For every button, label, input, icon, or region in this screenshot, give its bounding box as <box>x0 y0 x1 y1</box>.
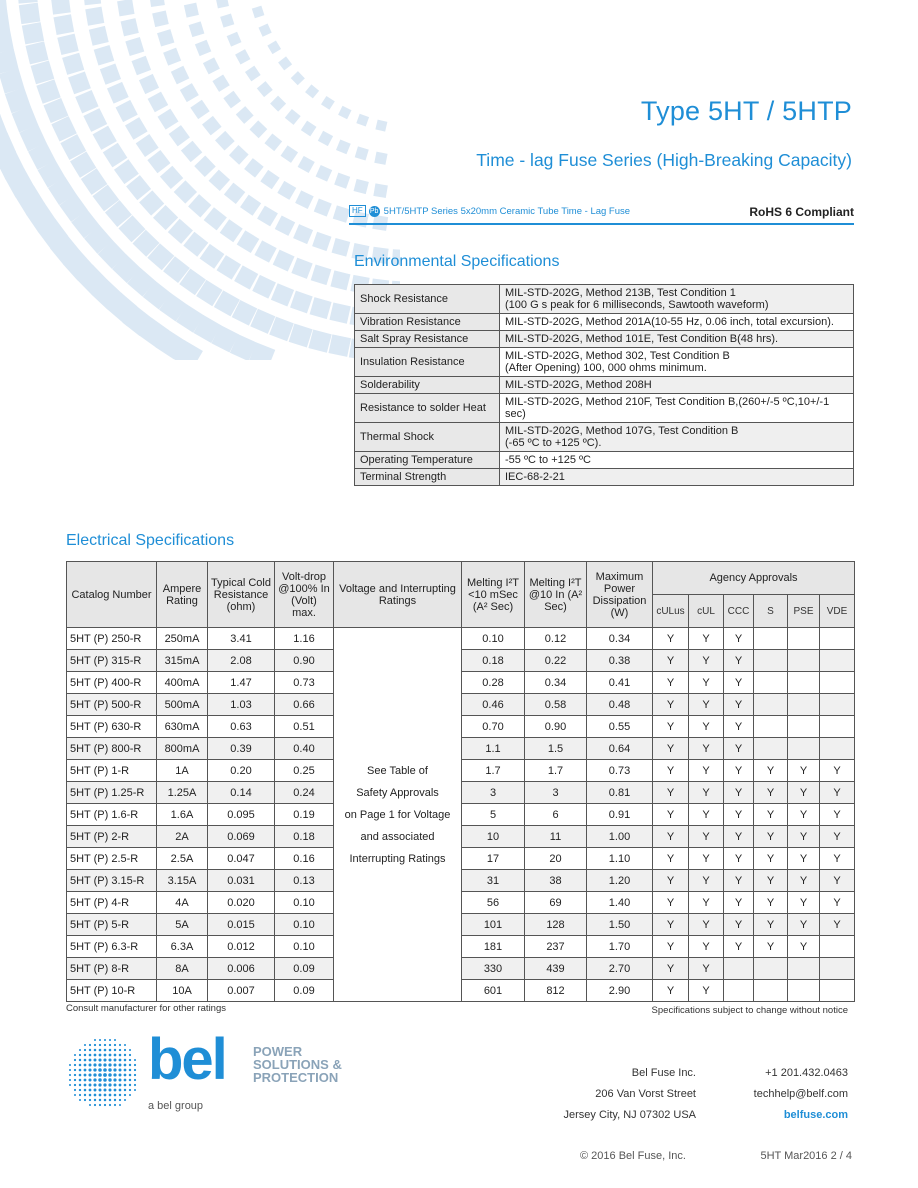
cell-res: 0.012 <box>208 936 275 958</box>
cell-agency: Y <box>820 914 855 936</box>
cell-agency: Y <box>724 760 754 782</box>
cell-pw: 1.20 <box>587 870 653 892</box>
company-contact <box>754 1063 848 1126</box>
env-row <box>355 423 854 452</box>
cell-m2: 0.90 <box>525 716 587 738</box>
cell-agency: Y <box>820 804 855 826</box>
cell-agency: Y <box>788 782 820 804</box>
cell-agency: Y <box>689 760 724 782</box>
cell-agency <box>820 980 855 1002</box>
bel-globe-icon <box>66 1036 142 1112</box>
cell-res: 0.20 <box>208 760 275 782</box>
series-description: 5HT/5HTP Series 5x20mm Ceramic Tube Time - Lag Fuse <box>383 205 631 217</box>
cell-agency: Y <box>689 804 724 826</box>
cell-cat: 5HT (P) 1-R <box>67 760 157 782</box>
cell-agency <box>754 738 788 760</box>
cell-m1: 31 <box>462 870 525 892</box>
cell-amp: 6.3A <box>157 936 208 958</box>
cell-agency: Y <box>653 628 689 650</box>
env-row <box>355 377 854 394</box>
cell-cat: 5HT (P) 800-R <box>67 738 157 760</box>
cell-agency: Y <box>689 892 724 914</box>
cell-m1: 56 <box>462 892 525 914</box>
cell-amp: 315mA <box>157 650 208 672</box>
cell-agency: Y <box>788 760 820 782</box>
cell-agency: Y <box>820 782 855 804</box>
cell-vd: 0.66 <box>275 694 334 716</box>
cell-agency: Y <box>689 980 724 1002</box>
cell-agency: Y <box>653 848 689 870</box>
cell-agency: Y <box>653 694 689 716</box>
electrical-table <box>66 561 855 1002</box>
env-key: Terminal Strength <box>355 469 500 486</box>
page-subtitle: Time - lag Fuse Series (High-Breaking Capacity) <box>476 150 852 170</box>
cell-amp: 10A <box>157 980 208 1002</box>
cell-m1: 1.1 <box>462 738 525 760</box>
cell-agency: Y <box>788 892 820 914</box>
cell-pw: 0.64 <box>587 738 653 760</box>
email-link[interactable]: techhelp@belf.com <box>753 1088 848 1100</box>
cell-agency <box>754 628 788 650</box>
cell-m2: 38 <box>525 870 587 892</box>
cell-cat: 5HT (P) 10-R <box>67 980 157 1002</box>
table-row <box>67 628 855 650</box>
cell-res: 0.047 <box>208 848 275 870</box>
cell-agency: Y <box>788 848 820 870</box>
cell-m1: 601 <box>462 980 525 1002</box>
cell-m2: 1.5 <box>525 738 587 760</box>
col-agency-approvals: Agency Approvals <box>653 562 855 595</box>
env-row <box>355 394 854 423</box>
col-volt-drop: Volt-drop @100% In (Volt) max. <box>275 562 334 628</box>
cell-cat: 5HT (P) 8-R <box>67 958 157 980</box>
cell-agency <box>754 650 788 672</box>
env-key: Operating Temperature <box>355 452 500 469</box>
cell-agency: Y <box>820 870 855 892</box>
cell-pw: 0.38 <box>587 650 653 672</box>
cell-cat: 5HT (P) 250-R <box>67 628 157 650</box>
cell-agency: Y <box>724 650 754 672</box>
cell-agency <box>820 650 855 672</box>
cell-agency: Y <box>653 826 689 848</box>
cell-amp: 3.15A <box>157 870 208 892</box>
cell-amp: 800mA <box>157 738 208 760</box>
cell-agency <box>724 980 754 1002</box>
cell-agency: Y <box>820 892 855 914</box>
col-voltage-ratings: Voltage and Interrupting Ratings <box>334 562 462 628</box>
col-cold-resistance: Typical Cold Resistance (ohm) <box>208 562 275 628</box>
col-melting-10ms: Melting I²T <10 mSec (A² Sec) <box>462 562 525 628</box>
cell-cat: 5HT (P) 2-R <box>67 826 157 848</box>
env-key: Vibration Resistance <box>355 314 500 331</box>
cell-amp: 250mA <box>157 628 208 650</box>
lead-free-icon: Pb <box>369 207 379 215</box>
company-address: Bel Fuse Inc. 206 Van Vorst Street Jersey City, NJ 07302 USA <box>563 1067 696 1121</box>
cell-agency: Y <box>689 672 724 694</box>
cell-agency: Y <box>724 936 754 958</box>
cell-pw: 1.10 <box>587 848 653 870</box>
cell-agency: Y <box>689 694 724 716</box>
cell-agency: Y <box>754 848 788 870</box>
cell-m2: 0.12 <box>525 628 587 650</box>
cell-agency: Y <box>653 892 689 914</box>
cell-agency: Y <box>788 914 820 936</box>
cell-cat: 5HT (P) 2.5-R <box>67 848 157 870</box>
cell-m2: 237 <box>525 936 587 958</box>
cell-agency: Y <box>689 628 724 650</box>
cell-pw: 1.50 <box>587 914 653 936</box>
cell-agency: Y <box>724 782 754 804</box>
cell-m2: 0.22 <box>525 650 587 672</box>
cell-m2: 69 <box>525 892 587 914</box>
cell-m1: 0.18 <box>462 650 525 672</box>
cell-vd: 0.09 <box>275 958 334 980</box>
cell-m1: 0.10 <box>462 628 525 650</box>
cell-agency <box>754 694 788 716</box>
cell-vd: 0.40 <box>275 738 334 760</box>
env-value: MIL-STD-202G, Method 101E, Test Condition B(48 hrs). <box>500 331 854 348</box>
cell-agency: Y <box>653 958 689 980</box>
copyright: © 2016 Bel Fuse, Inc. <box>580 1150 686 1162</box>
cell-amp: 1.6A <box>157 804 208 826</box>
cell-agency: Y <box>653 936 689 958</box>
cell-agency: Y <box>653 760 689 782</box>
cell-res: 2.08 <box>208 650 275 672</box>
cell-agency: Y <box>689 848 724 870</box>
env-heading: Environmental Specifications <box>354 253 560 270</box>
cell-agency: Y <box>724 738 754 760</box>
cell-m2: 128 <box>525 914 587 936</box>
cell-m2: 439 <box>525 958 587 980</box>
cell-agency: Y <box>754 936 788 958</box>
cell-agency: Y <box>754 870 788 892</box>
cell-agency <box>788 628 820 650</box>
cell-m1: 330 <box>462 958 525 980</box>
cell-cat: 5HT (P) 400-R <box>67 672 157 694</box>
culus-icon: cULus <box>653 595 689 628</box>
cell-agency <box>788 650 820 672</box>
cell-pw: 0.73 <box>587 760 653 782</box>
cell-vd: 0.19 <box>275 804 334 826</box>
cell-agency <box>788 738 820 760</box>
page-title: Type 5HT / 5HTP <box>640 96 852 126</box>
cell-agency: Y <box>653 804 689 826</box>
cell-agency <box>820 716 855 738</box>
env-key: Shock Resistance <box>355 285 500 314</box>
cell-agency: Y <box>820 826 855 848</box>
cell-agency: Y <box>724 694 754 716</box>
cell-cat: 5HT (P) 4-R <box>67 892 157 914</box>
cell-agency: Y <box>724 914 754 936</box>
env-key: Solderability <box>355 377 500 394</box>
cell-agency: Y <box>724 870 754 892</box>
cell-vd: 0.10 <box>275 892 334 914</box>
cell-agency: Y <box>724 826 754 848</box>
cell-m1: 17 <box>462 848 525 870</box>
cell-agency: Y <box>653 650 689 672</box>
env-key: Salt Spray Resistance <box>355 331 500 348</box>
col-ampere: Ampere Rating <box>157 562 208 628</box>
cell-pw: 1.40 <box>587 892 653 914</box>
cell-vd: 0.16 <box>275 848 334 870</box>
cell-m2: 11 <box>525 826 587 848</box>
halogen-free-icon: HF <box>349 205 366 217</box>
cell-agency <box>754 958 788 980</box>
cell-res: 0.63 <box>208 716 275 738</box>
cell-m2: 812 <box>525 980 587 1002</box>
cell-amp: 500mA <box>157 694 208 716</box>
cell-m1: 181 <box>462 936 525 958</box>
cell-m2: 6 <box>525 804 587 826</box>
cell-m1: 5 <box>462 804 525 826</box>
cell-pw: 0.91 <box>587 804 653 826</box>
cell-res: 0.39 <box>208 738 275 760</box>
cell-vd: 0.51 <box>275 716 334 738</box>
col-melting-10in: Melting I²T @10 In (A² Sec) <box>525 562 587 628</box>
cell-agency: Y <box>724 892 754 914</box>
cell-vd: 0.09 <box>275 980 334 1002</box>
cell-agency <box>820 694 855 716</box>
cell-agency: Y <box>754 892 788 914</box>
cell-agency: Y <box>724 804 754 826</box>
cell-res: 0.007 <box>208 980 275 1002</box>
cell-agency: Y <box>820 760 855 782</box>
cell-amp: 1.25A <box>157 782 208 804</box>
cell-res: 0.095 <box>208 804 275 826</box>
env-key: Thermal Shock <box>355 423 500 452</box>
cell-m2: 3 <box>525 782 587 804</box>
cell-res: 0.069 <box>208 826 275 848</box>
cell-vd: 0.10 <box>275 914 334 936</box>
cell-agency: Y <box>653 738 689 760</box>
ccc-icon: CCC <box>724 595 754 628</box>
cell-m2: 0.58 <box>525 694 587 716</box>
cell-agency: Y <box>724 848 754 870</box>
cell-vd: 0.18 <box>275 826 334 848</box>
cell-agency: Y <box>653 672 689 694</box>
s-mark-icon: S <box>754 595 788 628</box>
cell-agency: Y <box>724 716 754 738</box>
spec-change-note: Specifications subject to change without notice <box>651 1005 848 1016</box>
cell-cat: 5HT (P) 1.6-R <box>67 804 157 826</box>
cell-agency: Y <box>788 826 820 848</box>
elec-heading: Electrical Specifications <box>66 532 235 549</box>
cell-agency <box>820 958 855 980</box>
website-link[interactable]: belfuse.com <box>783 1109 848 1121</box>
rohs-label: RoHS 6 Compliant <box>749 205 854 219</box>
cul-icon: cUL <box>689 595 724 628</box>
env-row <box>355 314 854 331</box>
cell-agency <box>820 628 855 650</box>
decorative-square-pattern <box>0 0 400 360</box>
cell-vd: 1.16 <box>275 628 334 650</box>
cell-m1: 0.70 <box>462 716 525 738</box>
cell-m2: 0.34 <box>525 672 587 694</box>
cell-agency <box>788 958 820 980</box>
cell-agency: Y <box>689 914 724 936</box>
cell-agency: Y <box>689 870 724 892</box>
phone: +1 201.432.0463 <box>765 1067 848 1079</box>
cell-m2: 20 <box>525 848 587 870</box>
env-key: Resistance to solder Heat <box>355 394 500 423</box>
env-row <box>355 285 854 314</box>
cell-agency <box>820 672 855 694</box>
cell-res: 0.020 <box>208 892 275 914</box>
cell-agency: Y <box>689 958 724 980</box>
cell-cat: 5HT (P) 315-R <box>67 650 157 672</box>
env-value: -55 ºC to +125 ºC <box>500 452 854 469</box>
cell-amp: 4A <box>157 892 208 914</box>
cell-agency: Y <box>689 782 724 804</box>
env-row <box>355 331 854 348</box>
cell-pw: 1.00 <box>587 826 653 848</box>
cell-agency: Y <box>653 782 689 804</box>
cell-pw: 0.81 <box>587 782 653 804</box>
cell-agency <box>754 716 788 738</box>
cell-agency <box>788 980 820 1002</box>
cell-agency: Y <box>653 980 689 1002</box>
cell-amp: 2.5A <box>157 848 208 870</box>
cell-agency: Y <box>689 650 724 672</box>
cell-amp: 1A <box>157 760 208 782</box>
cell-res: 0.14 <box>208 782 275 804</box>
cell-amp: 5A <box>157 914 208 936</box>
env-value: MIL-STD-202G, Method 107G, Test Condition B (-65 ºC to +125 ºC). <box>500 423 854 452</box>
cell-m1: 10 <box>462 826 525 848</box>
cell-agency: Y <box>653 914 689 936</box>
cell-cat: 5HT (P) 6.3-R <box>67 936 157 958</box>
cell-pw: 2.70 <box>587 958 653 980</box>
cell-agency <box>754 672 788 694</box>
env-row <box>355 469 854 486</box>
logo-tagline: POWER SOLUTIONS & PROTECTION <box>253 1044 342 1085</box>
cell-agency: Y <box>788 870 820 892</box>
page-number: 5HT Mar2016 2 / 4 <box>760 1150 852 1162</box>
cell-agency: Y <box>754 914 788 936</box>
cell-agency: Y <box>754 760 788 782</box>
cell-m1: 3 <box>462 782 525 804</box>
vde-icon: VDE <box>820 595 855 628</box>
cell-amp: 2A <box>157 826 208 848</box>
group-label: a bel group <box>148 1100 204 1112</box>
cell-agency: Y <box>689 716 724 738</box>
cell-res: 0.006 <box>208 958 275 980</box>
env-row <box>355 348 854 377</box>
cell-cat: 5HT (P) 500-R <box>67 694 157 716</box>
cell-agency: Y <box>820 848 855 870</box>
cell-agency: Y <box>754 782 788 804</box>
cell-agency <box>820 738 855 760</box>
env-value: MIL-STD-202G, Method 213B, Test Condition 1 (100 G s peak for 6 milliseconds, Sawtooth waveform) <box>500 285 854 314</box>
cell-res: 1.47 <box>208 672 275 694</box>
col-max-power: Maximum Power Dissipation (W) <box>587 562 653 628</box>
cell-pw: 0.48 <box>587 694 653 716</box>
env-value: IEC-68-2-21 <box>500 469 854 486</box>
cell-vd: 0.24 <box>275 782 334 804</box>
cell-agency: Y <box>689 936 724 958</box>
cell-pw: 0.55 <box>587 716 653 738</box>
env-value: MIL-STD-202G, Method 302, Test Condition B (After Opening) 100, 000 ohms minimum. <box>500 348 854 377</box>
env-value: MIL-STD-202G, Method 210F, Test Condition B,(260+/-5 ºC,10+/-1 sec) <box>500 394 854 423</box>
env-value: MIL-STD-202G, Method 208H <box>500 377 854 394</box>
series-line <box>349 205 854 225</box>
cell-res: 0.031 <box>208 870 275 892</box>
cell-m1: 0.28 <box>462 672 525 694</box>
cell-agency: Y <box>689 738 724 760</box>
cell-agency: Y <box>754 804 788 826</box>
cell-amp: 400mA <box>157 672 208 694</box>
cell-cat: 5HT (P) 5-R <box>67 914 157 936</box>
cell-m1: 101 <box>462 914 525 936</box>
cell-agency: Y <box>788 804 820 826</box>
cell-res: 3.41 <box>208 628 275 650</box>
cell-agency <box>724 958 754 980</box>
pse-icon: PSE <box>788 595 820 628</box>
cell-agency: Y <box>724 628 754 650</box>
cell-res: 0.015 <box>208 914 275 936</box>
cell-agency: Y <box>724 672 754 694</box>
env-row <box>355 452 854 469</box>
env-value: MIL-STD-202G, Method 201A(10-55 Hz, 0.06 inch, total excursion). <box>500 314 854 331</box>
cell-agency <box>788 694 820 716</box>
cell-vd: 0.10 <box>275 936 334 958</box>
cell-agency: Y <box>689 826 724 848</box>
environmental-table <box>354 284 854 486</box>
cell-agency: Y <box>754 826 788 848</box>
cell-vd: 0.73 <box>275 672 334 694</box>
cell-agency <box>788 716 820 738</box>
cell-amp: 8A <box>157 958 208 980</box>
cell-agency: Y <box>653 716 689 738</box>
cell-res: 1.03 <box>208 694 275 716</box>
cell-vd: 0.13 <box>275 870 334 892</box>
cell-m2: 1.7 <box>525 760 587 782</box>
cell-pw: 1.70 <box>587 936 653 958</box>
env-key: Insulation Resistance <box>355 348 500 377</box>
cell-vd: 0.90 <box>275 650 334 672</box>
consult-note: Consult manufacturer for other ratings <box>66 1003 226 1014</box>
cell-agency <box>788 672 820 694</box>
cell-amp: 630mA <box>157 716 208 738</box>
voltage-ratings-note: See Table of Safety Approvals on Page 1 for Voltage and associated Interrupting Ratings <box>334 628 462 1002</box>
cell-cat: 5HT (P) 630-R <box>67 716 157 738</box>
cell-pw: 2.90 <box>587 980 653 1002</box>
cell-agency <box>754 980 788 1002</box>
cell-pw: 0.41 <box>587 672 653 694</box>
cell-pw: 0.34 <box>587 628 653 650</box>
cell-cat: 5HT (P) 3.15-R <box>67 870 157 892</box>
col-catalog: Catalog Number <box>67 562 157 628</box>
cell-agency <box>820 936 855 958</box>
cell-agency: Y <box>788 936 820 958</box>
cell-cat: 5HT (P) 1.25-R <box>67 782 157 804</box>
cell-m1: 0.46 <box>462 694 525 716</box>
cell-agency: Y <box>653 870 689 892</box>
cell-m1: 1.7 <box>462 760 525 782</box>
bel-logo: bel <box>148 1027 226 1092</box>
cell-vd: 0.25 <box>275 760 334 782</box>
